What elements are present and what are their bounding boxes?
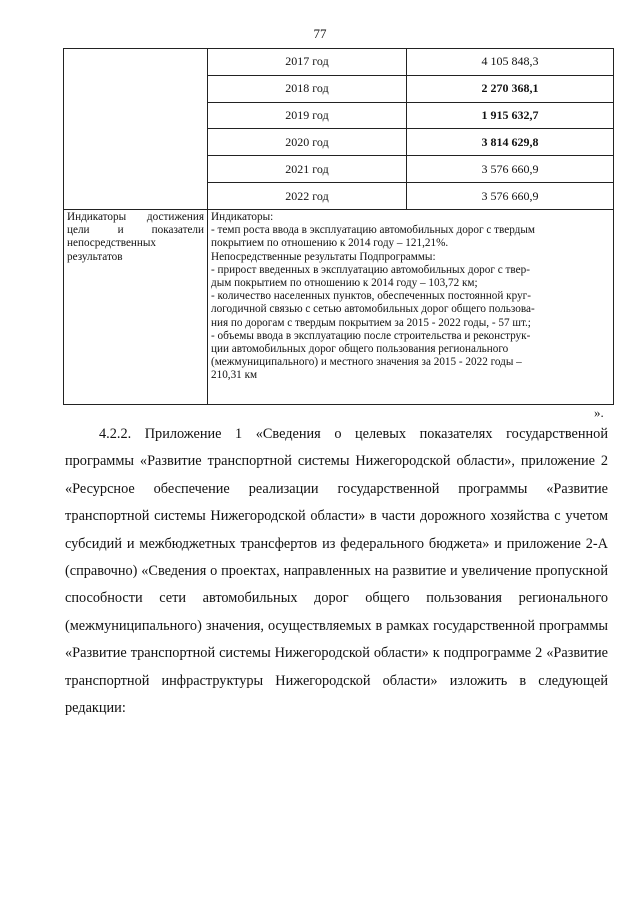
year-cell: 2019 год [208, 103, 407, 129]
year-row [208, 49, 613, 76]
indicator-line: (межмуниципального) и местного значения за 2015 - 2022 годы – [211, 356, 522, 369]
indicator-line: покрытием по отношению к 2014 году – 121,21%. [211, 237, 449, 250]
indicator-line: дым покрытием по отношению к 2014 году – 103,72 км; [211, 277, 478, 290]
indicator-line: - прирост введенных в эксплуатацию автомобильных дорог с твер- [211, 263, 530, 276]
body-text [65, 421, 608, 722]
page-number: 77 [313, 26, 327, 41]
value-cell: 3 576 660,9 [481, 188, 539, 203]
empty-label-cell [64, 49, 208, 209]
year-row [208, 76, 613, 103]
year-row [208, 103, 613, 130]
indicators-table [63, 209, 614, 405]
value-cell: 2 270 368,1 [481, 81, 539, 96]
year-cell: 2017 год [208, 49, 407, 75]
year-cell: 2022 год [208, 183, 407, 209]
value-cell: 3 814 629,8 [481, 134, 539, 149]
year-row [208, 156, 613, 183]
indicator-line: - количество населенных пунктов, обеспеченных постоянной круг- [211, 290, 531, 303]
value-cell: 3 576 660,9 [481, 161, 539, 176]
indicators-label: Индикаторы достижения цели и показатели непосредственных результатов [64, 210, 208, 404]
indicator-line: - темп роста ввода в эксплуатацию автомобильных дорог с твердым [211, 224, 535, 237]
value-cell: 1 915 632,7 [481, 108, 539, 123]
indicator-line: логодичной связью с сетью автомобильных дорог общего пользова- [211, 303, 535, 316]
indicator-line: Непосредственные результаты Подпрограммы: [211, 250, 436, 263]
year-cell: 2021 год [208, 156, 407, 182]
indicator-line: ции автомобильных дорог общего пользования регионального [211, 343, 509, 356]
year-cell: 2020 год [208, 129, 407, 155]
indicator-line: - объемы ввода в эксплуатацию после строительства и реконструк- [211, 329, 531, 342]
indicator-line: Индикаторы: [211, 211, 274, 223]
closing-quote: ». [594, 405, 604, 420]
funding-by-year-table [63, 48, 614, 210]
year-row [208, 129, 613, 156]
year-cell: 2018 год [208, 76, 407, 102]
body-paragraph: 4.2.2. Приложение 1 «Сведения о целевых показателях государственной программы «Развитие транспортной системы Нижегородской области», приложение 2 «Ресурсное обеспечение реализации государственной программы «Развитие транспортной системы Нижегородской области» в части дорожного хозяйства с учетом субсидий и межбюджетных трансфертов из федерального бюджета» и приложение 2-А (справочно) «Сведения о проектах, направленных на развитие и увеличение пропускной способности сети автомобильных дорог общего пользования регионального (межмуниципального) значения, осуществляемых в рамках государственной программы «Развитие транспортной системы Нижегородской области» к подпрограмме 2 «Развитие транспортной инфраструктуры Нижегородской области» изложить в следующей редакции: [65, 426, 608, 717]
indicators-content [208, 210, 613, 404]
year-row [208, 183, 613, 209]
indicator-line: ния по дорогам с твердым покрытием за 2015 - 2022 годы, - 57 шт.; [211, 316, 531, 329]
year-rows [208, 49, 613, 209]
indicator-line: 210,31 км [211, 369, 258, 382]
value-cell: 4 105 848,3 [481, 54, 539, 69]
